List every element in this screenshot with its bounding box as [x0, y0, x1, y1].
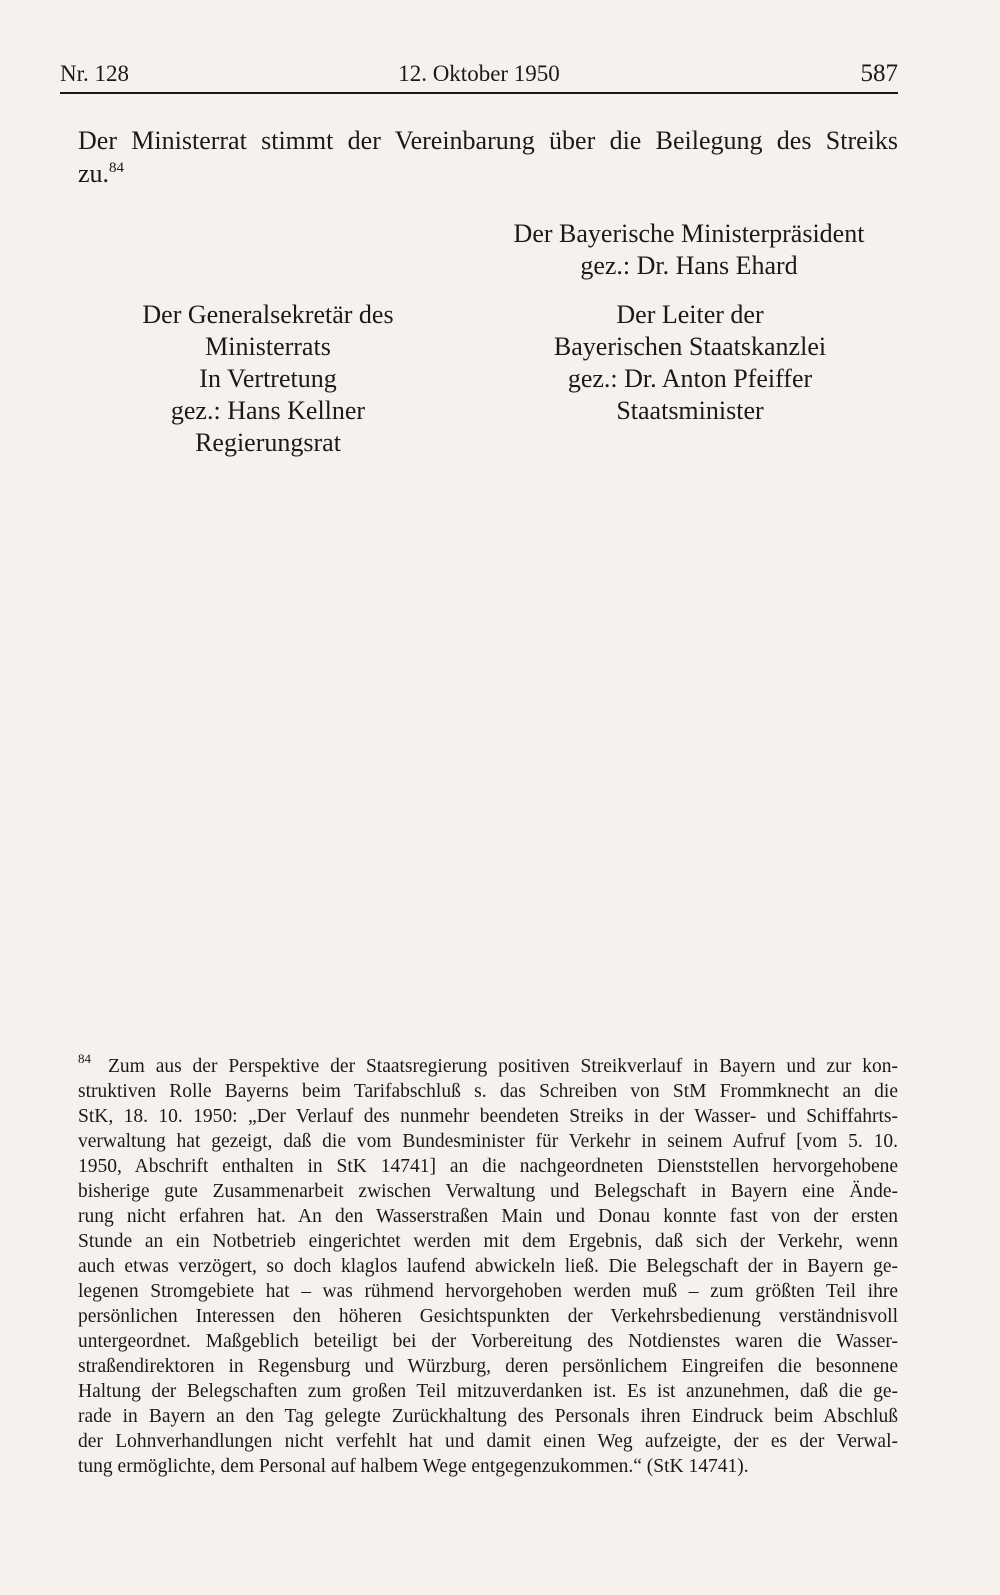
- page-number: 587: [860, 60, 898, 87]
- footnote-text: [78, 1054, 898, 1479]
- signature-name: gez.: Dr. Hans Ehard: [580, 251, 798, 280]
- signature-line: Regierungsrat: [195, 428, 341, 457]
- document-number: Nr. 128: [60, 61, 129, 86]
- footnote-line: Zum aus der Perspektive der Staatsregierung positiven Streikverlauf in Bayern und zur kon-: [108, 1056, 898, 1077]
- footnote-line: rung nicht erfahren hat. An den Wasserstraßen Main und Donau konnte fast von der ersten: [78, 1206, 898, 1227]
- footnote-reference: 84: [109, 160, 125, 176]
- body-line: [78, 159, 124, 188]
- footnote-line: Stunde an ein Notbetrieb eingerichtet werden mit dem Ergebnis, daß sich der Verkehr, wenn: [78, 1231, 898, 1252]
- signature-line: gez.: Hans Kellner: [170, 396, 366, 425]
- footnote-line: persönlichen Interessen den höheren Gesichtspunkten der Verkehrsbedienung verständnisvoll: [78, 1306, 898, 1327]
- footnote-line: straßendirektoren in Regensburg und Würzburg, deren persönlichem Eingreifen die besonnene: [78, 1356, 898, 1377]
- footnote-line: der Lohnverhandlungen nicht verfehlt hat und damit einen Weg aufzeigte, der es der Verwal-: [78, 1431, 898, 1452]
- header-rule: [60, 92, 898, 94]
- footnote-line: Haltung der Belegschaften zum großen Teil mitzuverdanken ist. Es ist anzunehmen, daß die ge-: [78, 1381, 898, 1402]
- running-head: [60, 58, 898, 90]
- footnote-line: auch etwas verzögert, so doch klaglos laufend abwickeln ließ. Die Belegschaft der in Bayern ge-: [78, 1256, 898, 1277]
- body-line: Der Ministerrat stimmt der Vereinbarung über die Beilegung des Streiks: [78, 126, 898, 155]
- signature-line: Ministerrats: [205, 332, 331, 361]
- footnote-number: 84: [78, 1051, 91, 1066]
- signature-line: gez.: Dr. Anton Pfeiffer: [567, 364, 813, 393]
- signature-line: Der Generalsekretär des: [142, 300, 394, 329]
- footnote-line: 1950, Abschrift enthalten in StK 14741] an die nachgeordneten Dienststellen hervorgehobene: [78, 1156, 898, 1177]
- signature-minister-president: [480, 218, 898, 282]
- footnote-line: tung ermöglichte, dem Personal auf halbem Wege entgegenzukommen.“ (StK 14741).: [78, 1456, 749, 1477]
- signature-general-secretary: [98, 299, 438, 459]
- footnote: [78, 1051, 898, 1479]
- signature-line: In Vertretung: [199, 364, 337, 393]
- signature-line: Staatsminister: [616, 396, 764, 425]
- footnote-line: StK, 18. 10. 1950: „Der Verlauf des nunmehr beendeten Streiks in der Wasser- und Schiffahrts-: [78, 1106, 898, 1127]
- signature-state-chancellery: [520, 299, 860, 427]
- footnote-line: bisherige gute Zusammenarbeit zwischen Verwaltung und Belegschaft in Bayern eine Ände-: [78, 1181, 898, 1202]
- signature-title: Der Bayerische Ministerpräsident: [513, 219, 865, 248]
- body-line-text: zu.: [78, 159, 110, 188]
- footnote-line: rade in Bayern an den Tag gelegte Zurückhaltung des Personals ihren Eindruck beim Abschluß: [78, 1406, 898, 1427]
- body-paragraph: [78, 124, 898, 190]
- signature-line: Bayerischen Staatskanzlei: [553, 332, 827, 361]
- footnote-line: legenen Stromgebiete hat – was rühmend hervorgehoben werden muß – zum größten Teil ihre: [78, 1281, 898, 1302]
- footnote-line: untergeordnet. Maßgeblich beteiligt bei der Vorbereitung des Notdienstes waren die Wasser-: [78, 1331, 898, 1352]
- footnote-line: struktiven Rolle Bayerns beim Tarifabschluß s. das Schreiben von StM Frommknecht an die: [78, 1081, 898, 1102]
- document-date: 12. Oktober 1950: [398, 61, 560, 86]
- signature-line: Der Leiter der: [616, 300, 764, 329]
- footnote-line: verwaltung hat gezeigt, daß die vom Bundesminister für Verkehr in seinem Aufruf [vom 5. 10.: [78, 1131, 898, 1152]
